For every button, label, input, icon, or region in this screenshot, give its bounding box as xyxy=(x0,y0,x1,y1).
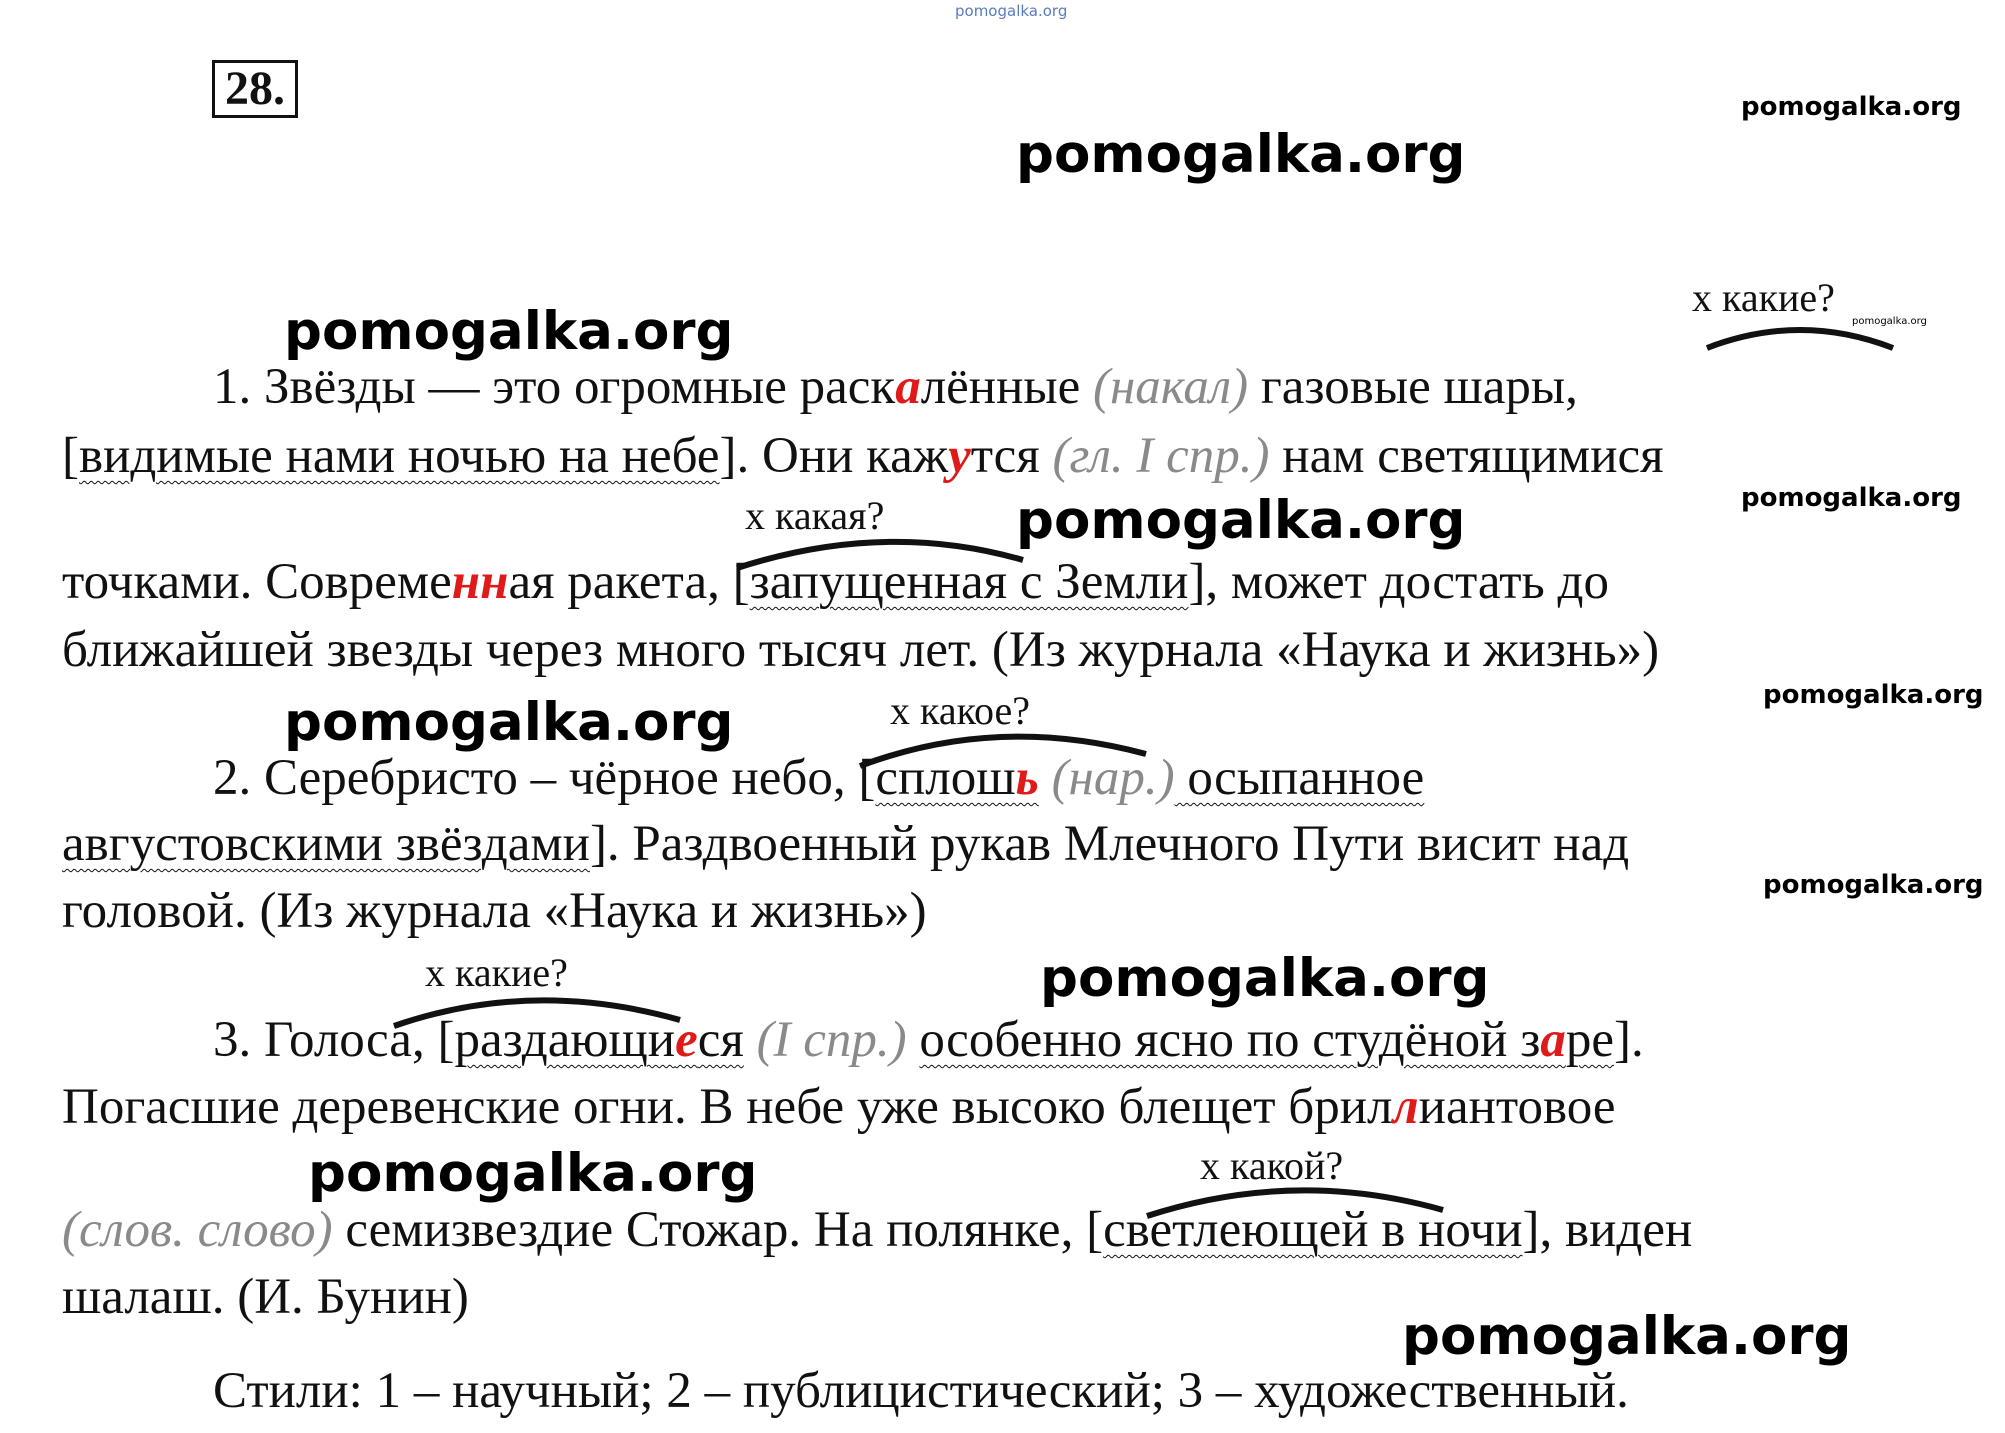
highlight-letter: у xyxy=(948,428,971,484)
highlight-letter: е xyxy=(675,1012,698,1068)
question-annotation: х какая? xyxy=(745,493,885,538)
text: Погасшие деревенские огни. В небе уже высоко блещет брил xyxy=(62,1079,1393,1135)
watermark-main: pomogalka.org xyxy=(308,1143,758,1204)
text-line: ближайшей звезды через много тысяч лет. (Из журнала «Наука и жизнь») xyxy=(62,622,1660,678)
text-line: головой. (Из журнала «Наука и жизнь») xyxy=(62,883,927,939)
question-annotation: х какое? xyxy=(890,688,1030,733)
text: нам светящимися xyxy=(1269,428,1664,484)
watermark-main: pomogalka.org xyxy=(1040,948,1490,1009)
watermark-main: pomogalka.org xyxy=(1016,124,1466,185)
text: [ xyxy=(62,428,79,484)
text: ], виден xyxy=(1522,1202,1693,1258)
question-annotation: х какие? xyxy=(425,950,568,995)
highlight-letter: нн xyxy=(451,554,509,610)
text: ]. Они каж xyxy=(719,428,949,484)
text-line xyxy=(213,359,1578,415)
participial-phrase: осыпанное xyxy=(1174,750,1425,806)
task-number: 28. xyxy=(212,60,298,118)
watermark-main: pomogalka.org xyxy=(284,692,734,753)
text-line xyxy=(62,816,1630,872)
grammar-note: (гл. I спр.) xyxy=(1052,428,1270,484)
text-line xyxy=(213,750,1425,806)
text: семизвездие Стожар. На полянке, [ xyxy=(332,1202,1104,1258)
participial-phrase: августовскими звёздами xyxy=(62,816,590,872)
participial-phrase xyxy=(875,750,1038,806)
text: ре xyxy=(1565,1012,1614,1068)
text-line xyxy=(62,1202,1693,1258)
text: ся xyxy=(697,1012,744,1068)
text: газовые шары, xyxy=(1248,359,1578,415)
text-line: шалаш. (И. Бунин) xyxy=(62,1269,469,1325)
participial-phrase xyxy=(454,1012,743,1068)
participial-phrase: запущенная с Земли xyxy=(749,554,1189,610)
text-line xyxy=(213,1012,1644,1068)
participial-phrase: видимые нами ночью на небе xyxy=(78,428,720,484)
grammar-note: (I спр.) xyxy=(743,1012,920,1068)
question-annotation: х какие? xyxy=(1692,275,1835,320)
text: иантовое xyxy=(1418,1079,1616,1135)
grammar-note: (накал) xyxy=(1093,359,1249,415)
highlight-letter: ь xyxy=(1015,750,1039,806)
text-line xyxy=(62,554,1609,610)
text: особенно ясно по студёной з xyxy=(919,1012,1541,1068)
highlight-letter: а xyxy=(1540,1012,1566,1068)
watermark-side: pomogalka.org xyxy=(1741,483,1962,513)
watermark-main: pomogalka.org xyxy=(1016,490,1466,551)
text: 1. Звёзды — это огромные раск xyxy=(213,359,896,415)
watermark-main: pomogalka.org xyxy=(1402,1306,1852,1367)
text: ]. xyxy=(1614,1012,1644,1068)
text: ая ракета, [ xyxy=(508,554,750,610)
text: точками. Совреме xyxy=(62,554,452,610)
highlight-letter: л xyxy=(1392,1079,1419,1135)
highlight-letter: а xyxy=(895,359,921,415)
watermark-side: pomogalka.org xyxy=(1741,92,1962,122)
text: тся xyxy=(970,428,1053,484)
text-line xyxy=(62,428,1664,484)
text-line xyxy=(62,1079,1616,1135)
text: ]. Раздвоенный рукав Млечного Пути висит над xyxy=(589,816,1630,872)
text: ], может достать до xyxy=(1188,554,1609,610)
participial-phrase: светлеющей в ночи xyxy=(1103,1202,1523,1258)
watermark-side: pomogalka.org xyxy=(1763,870,1984,900)
watermark-side: pomogalka.org xyxy=(1763,680,1984,710)
text: лённые xyxy=(920,359,1094,415)
participial-phrase xyxy=(919,1012,1614,1068)
styles-summary: Стили: 1 – научный; 2 – публицистический; 3 – художественный. xyxy=(213,1363,1629,1419)
arc-connector xyxy=(1705,320,1895,350)
watermark-top: pomogalka.org xyxy=(955,2,1068,20)
text: сплош xyxy=(875,750,1016,806)
grammar-note: (слов. слово) xyxy=(62,1202,333,1258)
watermark-micro: pomogalka.org xyxy=(1852,316,1927,327)
text: 2. Серебристо – чёрное небо, [ xyxy=(213,750,876,806)
text: раздающи xyxy=(454,1012,676,1068)
watermark-main: pomogalka.org xyxy=(284,301,734,362)
question-annotation: х какой? xyxy=(1200,1143,1344,1188)
text: 3. Голоса, [ xyxy=(213,1012,455,1068)
grammar-note: (нар.) xyxy=(1038,750,1175,806)
